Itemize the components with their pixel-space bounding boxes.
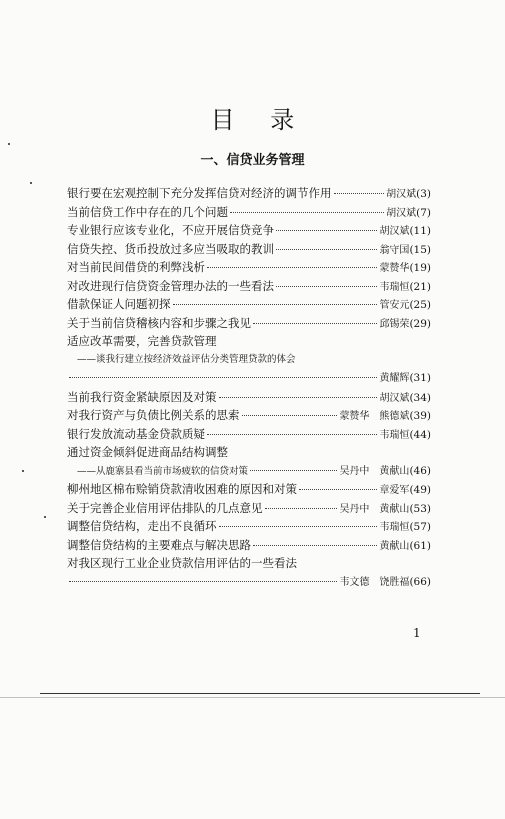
toc-entry-author: 胡汉斌 [386, 207, 417, 219]
scan-speck [30, 182, 32, 184]
dot-leader [230, 212, 384, 213]
toc-entry [67, 351, 431, 370]
toc-entry-author: 吴丹中 黄献山 [339, 465, 410, 477]
toc-entry-title: 关于完善企业信用评估排队的几点意见 [67, 500, 263, 515]
toc-entry-page: (31) [409, 372, 431, 384]
toc-entry-author: 韦文德 饶胜福 [339, 576, 410, 588]
toc-entry-title: 当前信贷工作中存在的几个问题 [67, 204, 228, 219]
page-title: 目 录 [210, 106, 309, 134]
toc-entry-author: 黄耀辉 [379, 373, 410, 384]
toc-entry-page: (61) [409, 539, 431, 552]
toc-entry-author: 蒙赞华 [379, 263, 410, 274]
dot-leader [207, 267, 377, 268]
toc-entry-title: 当前我行资金紧缺原因及对策 [67, 389, 217, 404]
toc-entry-title: 专业银行应该专业化，不应开展信贷竞争 [67, 223, 274, 237]
toc-entry-page: (46) [409, 464, 431, 477]
toc-entry-author: 吴丹中 黄献山 [339, 503, 410, 515]
toc-entry [67, 240, 431, 259]
toc-entry [67, 406, 431, 425]
toc-entry-title: 柳州地区棉布赊销贷款清收困难的原因和对策 [67, 482, 297, 496]
dot-leader [276, 249, 377, 250]
toc-entry-author: 翁守国 [379, 244, 410, 256]
toc-entry-author: 韦瑞恒 [379, 429, 410, 441]
bottom-rule [40, 693, 480, 694]
toc-entry [67, 554, 431, 573]
toc-entry [67, 203, 431, 222]
toc-entry [67, 499, 431, 518]
dot-leader [334, 193, 385, 194]
toc-entry [67, 295, 431, 314]
toc-entry-title: 对我行资产与负债比例关系的思索 [67, 408, 240, 422]
toc-entry [67, 184, 431, 203]
toc-entry-title: 适应改革需要，完善贷款管理 [67, 334, 217, 348]
toc-entry-title: 对当前民间借贷的利弊浅析 [67, 260, 205, 274]
toc-entry-page: (3) [416, 188, 431, 200]
toc-entry-page: (11) [409, 225, 431, 237]
toc-entry [67, 258, 431, 277]
toc-entry [67, 480, 431, 499]
toc-entry-title: 借款保证人问题初探 [67, 297, 171, 311]
toc-entry-title: 关于当前信贷稽核内容和步骤之我见 [67, 315, 251, 330]
toc-entry-author: 胡汉斌 [379, 226, 410, 237]
dot-leader [299, 489, 377, 490]
toc-entry [67, 277, 431, 296]
toc-entry-title: ——从鹿寨县看当前市场疲软的信贷对策 [77, 465, 249, 477]
toc-entry-page: (53) [409, 502, 431, 515]
toc-entry-author: 韦瑞恒 [379, 281, 410, 293]
toc-entry-page: (57) [409, 521, 431, 533]
dot-leader [265, 508, 338, 509]
toc-entry [67, 536, 431, 555]
toc-entry [67, 462, 431, 481]
dot-leader [253, 545, 377, 546]
dot-leader [276, 286, 377, 287]
toc-entry-author: 胡汉斌 [386, 189, 417, 200]
toc-entry-title: ——谈我行建立按经济效益评估分类管理贷款的体会 [77, 353, 296, 365]
toc-entry-page: (39) [409, 410, 431, 422]
toc-entry-page: (29) [409, 317, 431, 330]
toc-entry-author: 管安元 [379, 300, 410, 311]
toc-entry [67, 332, 431, 351]
toc-entry-author: 胡汉斌 [379, 392, 410, 404]
toc-entry-page: (15) [409, 243, 431, 256]
toc-entry-page: (49) [409, 484, 431, 496]
toc-entry-author: 韦瑞恒 [379, 522, 410, 533]
page-number: 1 [413, 626, 421, 640]
toc-entry-title: 调整信贷结构，走出不良循环 [67, 519, 217, 533]
section-heading: 一、信贷业务管理 [200, 153, 305, 168]
toc-entry [67, 517, 431, 536]
dot-leader [219, 397, 378, 398]
toc-entry-title: 信贷失控、货币投放过多应当吸取的教训 [67, 241, 274, 256]
toc-entry-author: 蒙赞华 熊德斌 [339, 411, 410, 422]
toc-entry [67, 314, 431, 333]
dot-leader [242, 415, 338, 416]
dot-leader [250, 470, 337, 471]
toc-entry-page: (44) [409, 428, 431, 441]
toc-entry [67, 369, 431, 388]
toc-entry-author: 邱锡荣 [379, 318, 410, 330]
toc-entry [67, 425, 431, 444]
toc-entry [67, 388, 431, 407]
scan-speck [8, 143, 10, 145]
toc-entry-author: 黄献山 [379, 540, 410, 552]
toc-entry [67, 221, 431, 240]
dot-leader [207, 434, 377, 435]
toc-entry-page: (66) [409, 575, 431, 588]
toc-entry-title: 通过资金倾斜促进商品结构调整 [67, 445, 228, 459]
scan-speck [44, 516, 46, 518]
toc-entry-page: (34) [409, 391, 431, 404]
bottom-rule-shadow [0, 697, 505, 698]
dot-leader [69, 581, 337, 582]
toc-entry-page: (7) [416, 206, 431, 219]
toc-entry-author: 章爱军 [379, 485, 410, 496]
toc-entry [67, 443, 431, 462]
toc-entry-page: (21) [409, 280, 431, 293]
dot-leader [69, 377, 377, 378]
toc-entry-title: 调整信贷结构的主要难点与解决思路 [67, 537, 251, 552]
toc-entry-page: (25) [409, 299, 431, 311]
dot-leader [173, 304, 378, 305]
toc-entry-page: (19) [409, 262, 431, 274]
toc-entry [67, 573, 431, 592]
dot-leader [276, 230, 377, 231]
dot-leader [219, 526, 378, 527]
toc-entry-title: 对改进现行信贷资金管理办法的一些看法 [67, 278, 274, 293]
table-of-contents [67, 184, 431, 591]
toc-entry-title: 银行发放流动基金贷款质疑 [67, 426, 205, 441]
scan-speck [22, 470, 24, 472]
dot-leader [253, 323, 377, 324]
toc-entry-title: 对我区现行工业企业贷款信用评估的一些看法 [67, 556, 297, 570]
toc-entry-title: 银行要在宏观控制下充分发挥信贷对经济的调节作用 [67, 186, 332, 200]
